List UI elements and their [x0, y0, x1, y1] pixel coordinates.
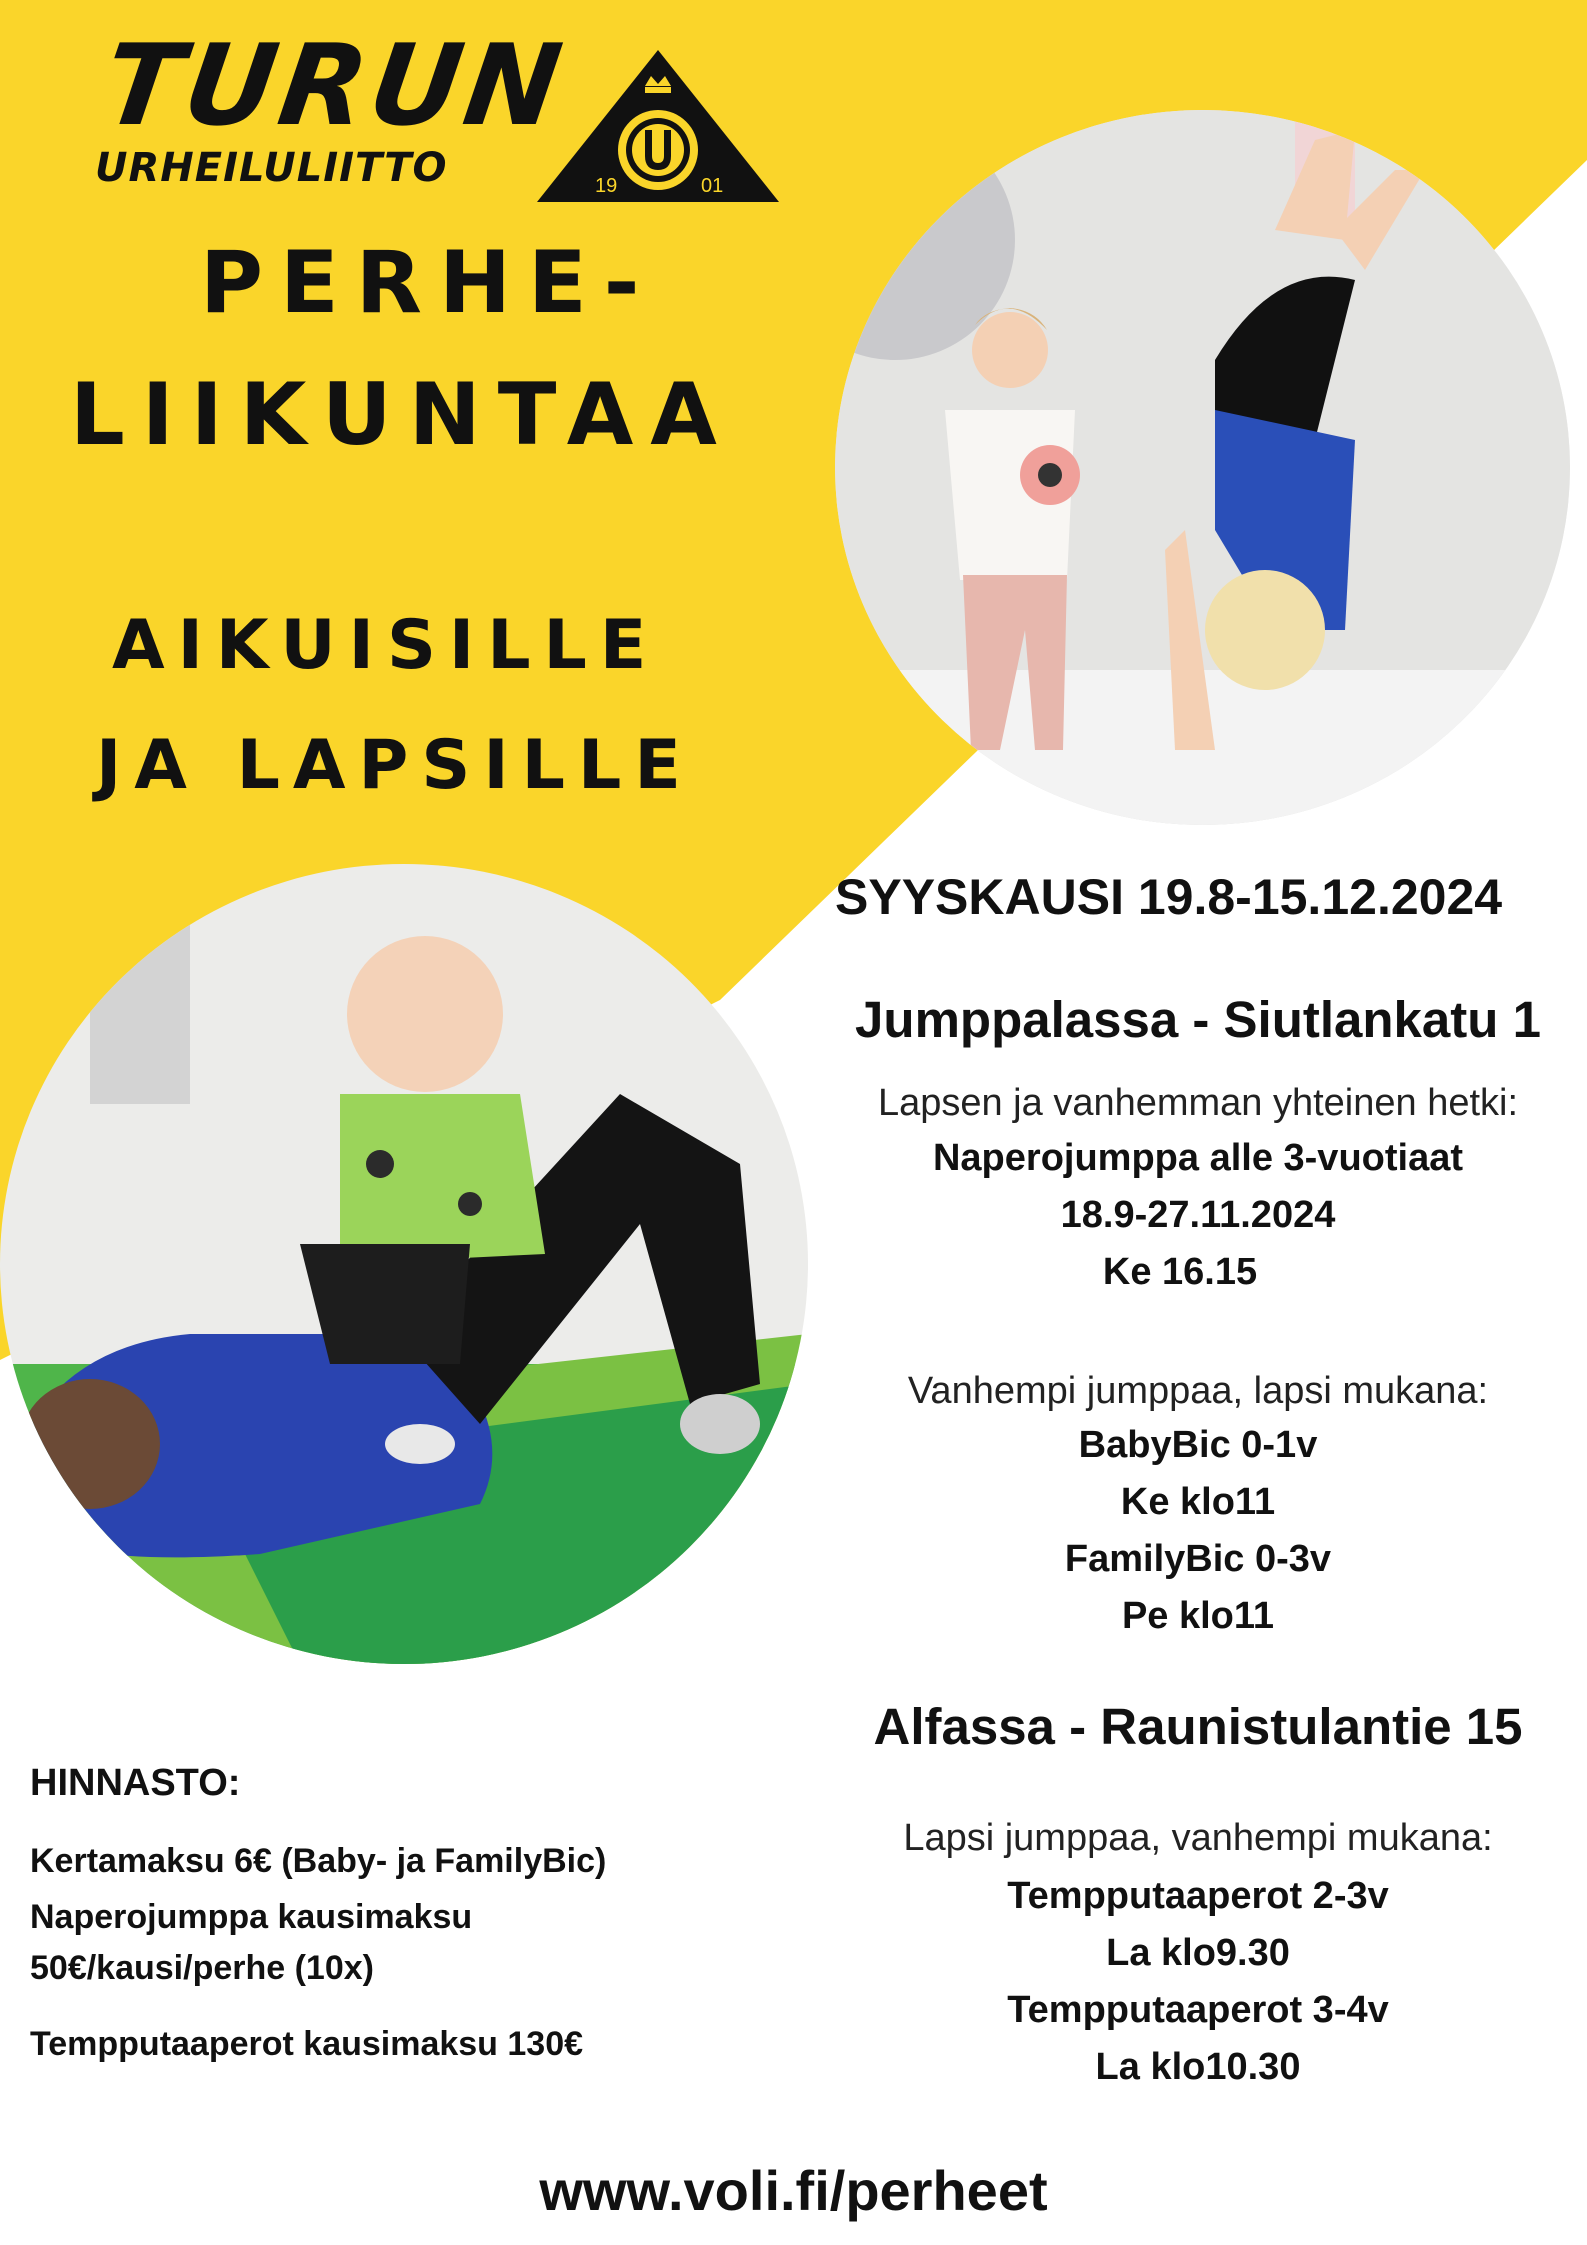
tempputaaperot-2-time: La klo10.30: [1095, 2046, 1301, 2088]
babybic-label: BabyBic 0-1v: [1078, 1424, 1318, 1466]
emblem-year-right: 01: [701, 175, 724, 197]
emblem-year-left: 19: [595, 175, 618, 197]
photo-parent-with-baby-image: [0, 864, 808, 1664]
photo-children-handstand-image: [835, 110, 1570, 825]
venue1-intro2: Vanhempi jumppaa, lapsi mukana:: [907, 1370, 1489, 1412]
headline-liikuntaa: LIIKUNTAA: [70, 365, 734, 465]
familybic-time: Pe klo11: [1121, 1595, 1275, 1637]
pricing-line-naperojumppa: Naperojumppa kausimaksu: [30, 1898, 473, 1936]
pricing-line-kertamaksu: Kertamaksu 6€ (Baby- ja FamilyBic): [30, 1842, 607, 1880]
photo-parent-with-baby: [0, 864, 808, 1664]
tempputaaperot-1-time: La klo9.30: [1106, 1932, 1290, 1974]
website-link[interactable]: www.voli.fi/perheet: [539, 2159, 1048, 2222]
headline-ja-lapsille: JA LAPSILLE: [96, 726, 694, 805]
season-dates: SYYSKAUSI 19.8-15.12.2024: [835, 869, 1503, 925]
venue1-title: Jumppalassa - Siutlankatu 1: [855, 991, 1541, 1048]
naperojumppa-time: Ke 16.15: [1102, 1251, 1258, 1293]
venue2-intro: Lapsi jumppaa, vanhempi mukana:: [903, 1817, 1493, 1859]
venue2-title: Alfassa - Raunistulantie 15: [873, 1698, 1523, 1755]
headline-perhe: PERHE-: [200, 233, 657, 333]
tempputaaperot-2-label: Tempputaaperot 3-4v: [1007, 1989, 1389, 2031]
tempputaaperot-1-label: Tempputaaperot 2-3v: [1007, 1875, 1389, 1917]
familybic-label: FamilyBic 0-3v: [1064, 1538, 1332, 1580]
venue1-intro1: Lapsen ja vanhemman yhteinen hetki:: [877, 1082, 1519, 1124]
naperojumppa-label: Naperojumppa alle 3-vuotiaat: [932, 1137, 1463, 1179]
photo-children-handstand: [835, 110, 1570, 825]
pricing-line-naperojumppa-price: 50€/kausi/perhe (10x): [30, 1949, 374, 1987]
logo-text-urheiluliitto: URHEILULIITTO: [95, 145, 448, 191]
logo-text-turun: TURUN: [95, 21, 573, 151]
naperojumppa-dates: 18.9-27.11.2024: [1060, 1194, 1336, 1236]
triangle-emblem-icon: [533, 46, 783, 206]
headline-aikuisille: AIKUISILLE: [112, 606, 660, 685]
pricing-line-tempputaaperot: Tempputaaperot kausimaksu 130€: [30, 2025, 584, 2063]
club-logo[interactable]: [95, 21, 795, 200]
babybic-time: Ke klo11: [1120, 1481, 1276, 1523]
pricing-heading: HINNASTO:: [30, 1762, 241, 1804]
